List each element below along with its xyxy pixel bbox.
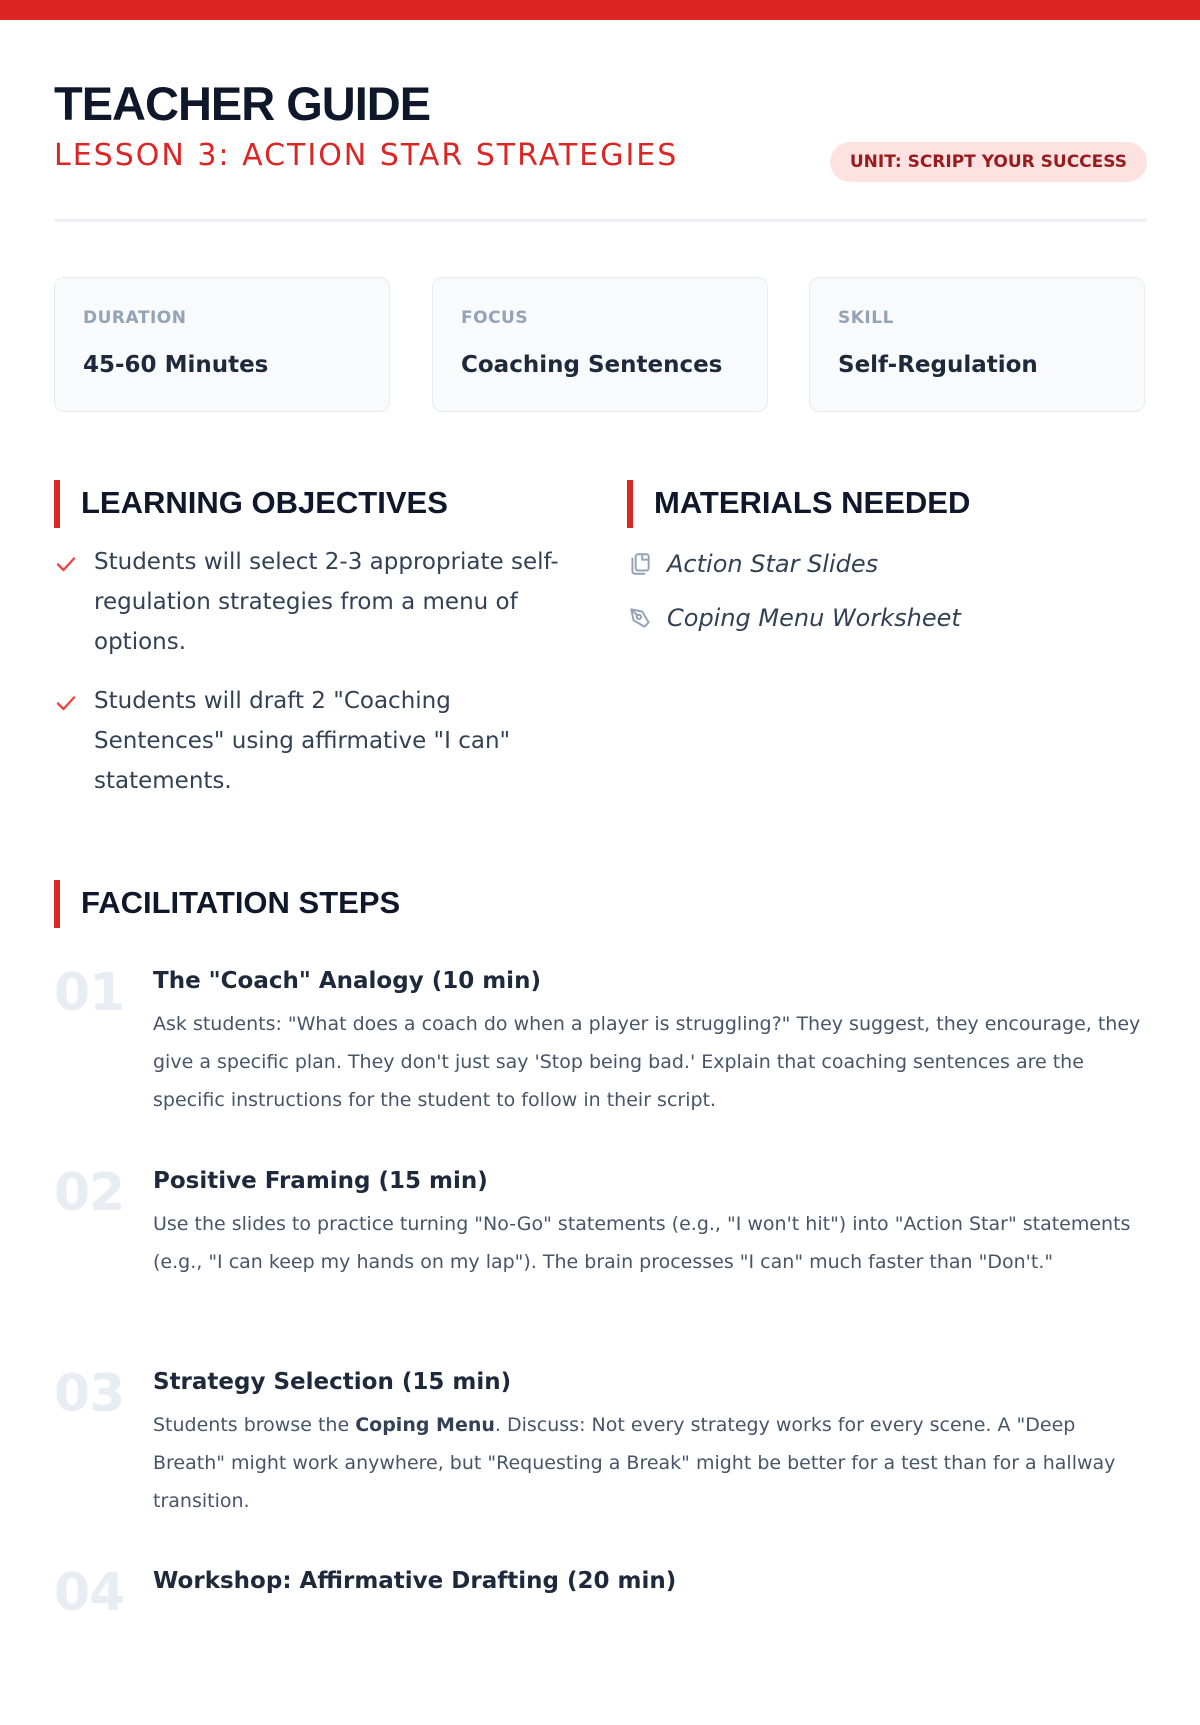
step-number: 04 — [54, 1563, 125, 1623]
step-number: 02 — [54, 1163, 125, 1223]
step-number: 01 — [54, 963, 125, 1023]
step-item — [54, 1565, 1147, 1725]
slides-icon — [627, 551, 653, 577]
step-desc-part: . Discuss: Not every strategy works for every scene. A "Deep Breath" might work anywhere, but "Requesting a Break" might be better for a test than for a hallway transition. — [153, 1414, 1116, 1512]
info-card-label: FOCUS — [461, 308, 529, 328]
materials-list — [627, 548, 1127, 656]
materials-heading-text: MATERIALS NEEDED — [654, 485, 971, 520]
info-card-label: DURATION — [83, 308, 187, 328]
step-item — [54, 1165, 1147, 1325]
header-divider — [54, 219, 1147, 222]
step-item — [54, 1366, 1147, 1526]
section-accent-bar — [54, 480, 60, 528]
objectives-list — [54, 542, 574, 820]
facilitation-heading-text: FACILITATION STEPS — [81, 885, 401, 920]
step-item — [54, 965, 1147, 1125]
objective-item — [54, 542, 574, 662]
page-title: TEACHER GUIDE — [54, 77, 431, 130]
objective-text: Students will draft 2 "Coaching Sentences" using affirmative "I can" statements. — [94, 688, 511, 794]
check-icon — [54, 691, 78, 715]
info-card-duration — [54, 277, 390, 412]
section-accent-bar — [627, 480, 633, 528]
unit-badge: UNIT: SCRIPT YOUR SUCCESS — [830, 142, 1147, 182]
info-card-skill — [809, 277, 1145, 412]
coping-menu-emphasis: Coping Menu — [355, 1414, 495, 1436]
section-accent-bar — [54, 880, 60, 928]
objective-item — [54, 681, 574, 801]
info-card-value: 45-60 Minutes — [83, 352, 269, 378]
step-number: 03 — [54, 1364, 125, 1424]
material-text: Action Star Slides — [667, 550, 879, 578]
step-title: Strategy Selection (15 min) — [153, 1369, 512, 1395]
material-item — [627, 548, 1127, 602]
info-card-value: Coaching Sentences — [461, 352, 723, 378]
info-card-focus — [432, 277, 768, 412]
step-title: The "Coach" Analogy (10 min) — [153, 968, 541, 994]
step-description — [153, 1406, 1147, 1520]
step-title: Positive Framing (15 min) — [153, 1168, 488, 1194]
lesson-subtitle: LESSON 3: ACTION STAR STRATEGIES — [54, 138, 679, 173]
step-description: Ask students: "What does a coach do when a player is struggling?" They suggest, they encourage, they give a specific plan. They don't just say 'Stop being bad.' Explain that coaching sentences are the specific instructions for the student to follow in their script. — [153, 1013, 1141, 1111]
objectives-heading-text: LEARNING OBJECTIVES — [81, 485, 448, 520]
info-card-label: SKILL — [838, 308, 894, 328]
top-accent-bar — [0, 0, 1200, 20]
material-text: Coping Menu Worksheet — [667, 604, 961, 632]
material-item — [627, 602, 1127, 656]
step-desc-part: Students browse the — [153, 1414, 356, 1436]
step-title: Workshop: Affirmative Drafting (20 min) — [153, 1568, 677, 1594]
info-card-value: Self-Regulation — [838, 352, 1038, 378]
step-description: Use the slides to practice turning "No-Go" statements (e.g., "I won't hit") into "Action Star" statements (e.g., "I can keep my hands on my lap"). The brain processes "I can" much faster than "Don't." — [153, 1213, 1131, 1273]
check-icon — [54, 552, 78, 576]
objective-text: Students will select 2-3 appropriate self-regulation strategies from a menu of options. — [94, 549, 559, 655]
worksheet-icon — [627, 605, 653, 631]
